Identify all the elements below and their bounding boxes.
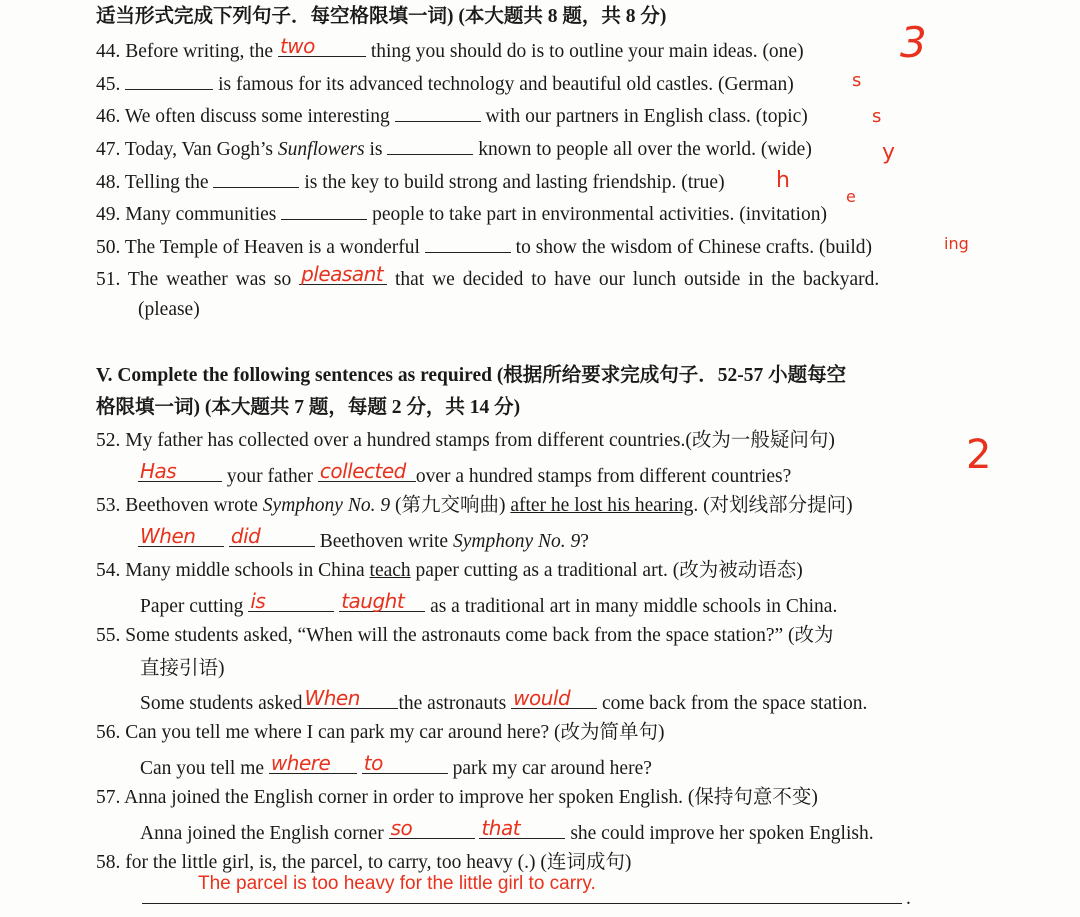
margin-mark-46: s <box>872 106 882 127</box>
question-52: 52. My father has collected over a hundred stamps from different countries.(改为一般疑问句) <box>96 430 835 451</box>
blank-52b[interactable]: collected <box>318 461 416 482</box>
answer-55: Some students asked When the astronauts would come back from the space station. <box>140 686 868 714</box>
blank-52a[interactable]: Has <box>138 461 222 482</box>
question-53: 53. Beethoven wrote Symphony No. 9 (第九交响曲) after he lost his hearing. (对划线部分提问) <box>96 495 853 516</box>
answer-53: When did Beethoven write Symphony No. 9? <box>140 524 589 552</box>
question-51: 51. The weather was so pleasant that we decided to have our lunch outside in the backyard. <box>96 262 880 290</box>
blank-57a[interactable]: so <box>389 818 475 839</box>
question-58: 58. for the little girl, is, the parcel, to carry, too heavy (.) (连词成句) <box>96 852 632 873</box>
answer-52: Has your father collected over a hundred stamps from different countries? <box>140 459 792 487</box>
question-47: 47. Today, Van Gogh’s Sunflowers is known to people all over the world. (wide) <box>96 134 812 163</box>
blank-47[interactable] <box>387 134 473 155</box>
blank-56b[interactable]: to <box>362 753 448 774</box>
blank-54b[interactable]: taught <box>339 591 425 612</box>
question-45: 45. is famous for its advanced technology and beautiful old castles. (German) <box>96 69 794 98</box>
blank-55a[interactable]: When <box>302 688 398 709</box>
blank-55b[interactable]: would <box>511 688 597 709</box>
answer-56: Can you tell me where to park my car around here? <box>140 751 652 779</box>
question-51-hint: (please) <box>138 299 200 320</box>
blank-54a[interactable]: is <box>248 591 334 612</box>
blank-45[interactable] <box>125 69 213 90</box>
blank-49[interactable] <box>281 199 367 220</box>
blank-46[interactable] <box>395 101 481 122</box>
blank-50[interactable] <box>425 232 511 253</box>
question-44: 44. Before writing, the two thing you should do is to outline your main ideas. (one) <box>96 34 804 62</box>
margin-mark-49: e <box>846 187 856 206</box>
blank-53b[interactable]: did <box>229 526 315 547</box>
margin-mark-45: s <box>852 70 862 91</box>
question-55: 55. Some students asked, “When will the astronauts come back from the space station?” (改为 <box>96 625 834 646</box>
question-46: 46. We often discuss some interesting with our partners in English class. (topic) <box>96 101 808 130</box>
answer-58: The parcel is too heavy for the little girl to carry. <box>198 873 596 894</box>
question-56: 56. Can you tell me where I can park my car around here? (改为简单句) <box>96 722 665 743</box>
question-49: 49. Many communities people to take part in environmental activities. (invitation) <box>96 199 827 228</box>
answer-58-line[interactable] <box>142 903 902 904</box>
question-50: 50. The Temple of Heaven is a wonderful to show the wisdom of Chinese crafts. (build) <box>96 232 872 261</box>
margin-mark-47: y <box>882 140 896 165</box>
margin-mark-50: ing <box>944 234 969 253</box>
question-54: 54. Many middle schools in China teach paper cutting as a traditional art. (改为被动语态) <box>96 560 803 581</box>
answer-58-period: . <box>906 888 911 909</box>
answer-54: Paper cutting is taught as a traditional art in many middle schools in China. <box>140 589 838 617</box>
section-v-title-line2: 格限填一词) (本大题共 7 题，每题 2 分，共 14 分) <box>96 397 521 418</box>
answer-57: Anna joined the English corner so that she could improve her spoken English. <box>140 816 874 844</box>
question-48: 48. Telling the is the key to build strong and lasting friendship. (true) <box>96 167 725 196</box>
blank-57b[interactable]: that <box>479 818 565 839</box>
blank-56a[interactable]: where <box>269 753 357 774</box>
blank-48[interactable] <box>213 167 299 188</box>
section-v-title-line1: V. Complete the following sentences as required (根据所给要求完成句子．52-57 小题每空 <box>96 365 847 386</box>
score-mark-section-iv: 3 <box>900 18 927 67</box>
margin-mark-48: h <box>776 168 790 193</box>
question-57: 57. Anna joined the English corner in order to improve her spoken English. (保持句意不变) <box>96 787 818 808</box>
score-mark-section-v: 2 <box>966 432 992 478</box>
question-55-cont: 直接引语) <box>140 658 225 679</box>
blank-51[interactable]: pleasant <box>299 264 387 285</box>
blank-44[interactable]: two <box>278 36 366 57</box>
blank-53a[interactable]: When <box>138 526 224 547</box>
section-iv-header: 适当形式完成下列句子．每空格限填一词) (本大题共 8 题，共 8 分) <box>96 6 667 27</box>
